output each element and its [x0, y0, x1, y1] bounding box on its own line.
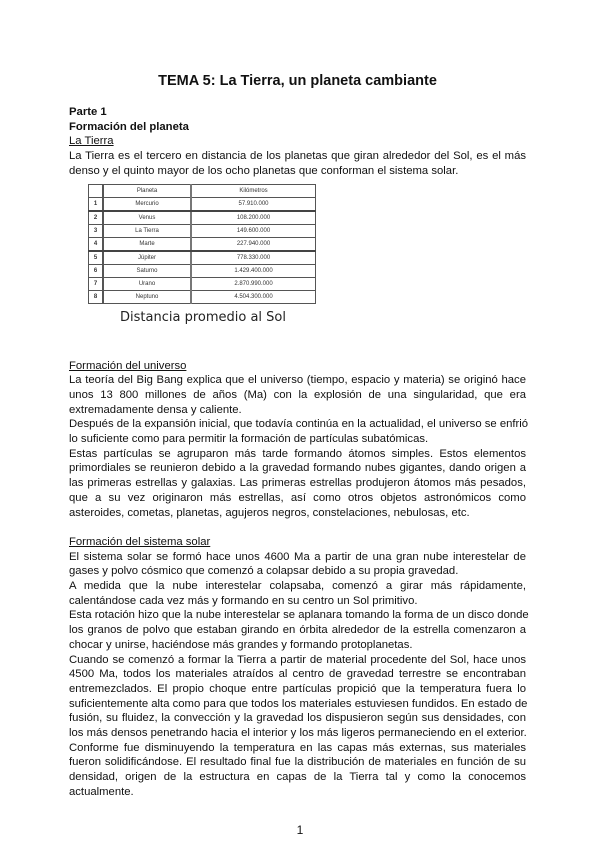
paragraph-line: chocar y unirse, haciéndose más grandes y formando protoplanetas.	[69, 638, 413, 651]
subsection-heading: Formación del universo	[69, 359, 187, 372]
row-number: 8	[89, 290, 104, 303]
paragraph-line: los granos de polvo que estaban girando en órbita alrededor de la estrella comenzaron a	[69, 624, 526, 637]
paragraph-line: fusión, su fluidez, la convección y la gravedad los dispusieron según sus densidades, con	[69, 712, 526, 725]
spacer	[69, 520, 526, 535]
planet-name: Planeta	[103, 184, 191, 197]
distance-km: 227.940.000	[191, 237, 316, 251]
distance-km: 108.200.000	[191, 211, 316, 225]
table-row	[89, 264, 316, 277]
distance-km: Kilómetros	[191, 184, 316, 197]
table-row	[89, 197, 316, 211]
row-number: 1	[89, 197, 104, 211]
paragraph-line: suficientemente alta como para que todos los materiales estuviesen fundidos. En estado de	[69, 697, 528, 710]
distance-km: 149.600.000	[191, 224, 316, 237]
planet-name: La Tierra	[103, 224, 191, 237]
part-heading: Parte 1	[69, 106, 107, 118]
planet-name: Urano	[103, 277, 191, 290]
row-number: 2	[89, 211, 104, 225]
paragraph-line: entremezclados. El propio choque entre partículas propició que la temperatura fuera lo	[69, 682, 526, 695]
row-number: 3	[89, 224, 104, 237]
paragraph-line: extremadamente densa y caliente.	[69, 403, 242, 416]
paragraph-line: primordiales se reunieron debido a la gravedad formando nubes gigantes, dando origen a	[69, 462, 526, 475]
paragraph-line: Cuando se comenzó a formar la Tierra a partir de material procedente del Sol, hace unos	[69, 653, 526, 666]
planet-name: Venus	[103, 211, 191, 225]
subsection-formacion-sistema-solar	[69, 535, 529, 800]
planet-name: Mercurio	[103, 197, 191, 211]
paragraph-line: Después de la expansión inicial, que todavía continúa en la actualidad, el universo se enfrió	[69, 418, 529, 431]
paragraph-line: Esta rotación hizo que la nube interestelar se aplanara tomando la forma de un disco donde	[69, 609, 529, 622]
table-caption: Distancia promedio al Sol	[120, 309, 286, 325]
planet-name: Júpiter	[103, 251, 191, 265]
table-row	[89, 224, 316, 237]
distance-km: 2.870.990.000	[191, 277, 316, 290]
document-body	[69, 72, 529, 800]
row-number: 4	[89, 237, 104, 251]
paragraph-line: La Tierra es el tercero en distancia de los planetas que giran alrededor del Sol, es el más	[69, 150, 526, 163]
subsection-formacion-universo	[69, 359, 529, 521]
paragraph-line: asteroides, cometas, planetas, agujeros negros, constelaciones, nebulosas, etc.	[69, 506, 470, 519]
table-figure	[69, 184, 526, 359]
subsection-heading: Formación del sistema solar	[69, 535, 211, 548]
paragraph-line: fueron solidificándose. El resultado final fue la distribución de materiales en función de su	[69, 756, 526, 769]
distance-km: 778.330.000	[191, 251, 316, 265]
paragraph-line: los más densos penetrando hacia el interior y los más ligeros permaneciendo en el exterior.	[69, 727, 527, 740]
section-heading: Formación del planeta	[69, 120, 189, 133]
paragraph-line: que a su vez originaron más estrellas, así como otros objetos astronómicos como	[69, 491, 526, 504]
row-number: 7	[89, 277, 104, 290]
row-number: 5	[89, 251, 104, 265]
table-row	[89, 277, 316, 290]
paragraph-line: Estas partículas se agruparon más tarde formando átomos simples. Estos elementos	[69, 447, 526, 460]
distance-km: 57.910.000	[191, 197, 316, 211]
paragraph-line: densidad, origen de la estructura en capas de la Tierra tal y como la conocemos	[69, 771, 526, 784]
paragraph-line: lo suficiente como para permitir la formación de partículas subatómicas.	[69, 433, 429, 446]
paragraph-line: calentándose cada vez más y formando en su centro un Sol primitivo.	[69, 594, 418, 607]
page-title: TEMA 5: La Tierra, un planeta cambiante	[158, 73, 437, 89]
page-number: 1	[296, 823, 304, 837]
table-row	[89, 237, 316, 251]
table-row	[89, 184, 316, 197]
planet-name: Saturno	[103, 264, 191, 277]
planet-name: Neptuno	[103, 290, 191, 303]
subsection-heading: La Tierra	[69, 135, 114, 148]
subsection-la-tierra	[69, 134, 526, 178]
distance-km: 4.504.300.000	[191, 290, 316, 303]
planet-distance-table	[88, 184, 316, 304]
row-number: 6	[89, 264, 104, 277]
table-row	[89, 290, 316, 303]
paragraph-line: unos 13 800 millones de años (Ma) con la explosión de una singularidad, que era	[69, 388, 526, 401]
planet-name: Marte	[103, 237, 191, 251]
table-row	[89, 211, 316, 225]
paragraph-line: A medida que la nube interestelar colapsaba, comenzó a girar más rápidamente,	[69, 580, 526, 593]
row-number	[89, 184, 104, 197]
paragraph-line: denso y el quinto mayor de los ocho planetas que conforman el sistema solar.	[69, 164, 459, 177]
paragraph-line: La teoría del Big Bang explica que el universo (tiempo, espacio y materia) se originó hace	[69, 374, 526, 387]
paragraph-line: 4500 Ma, todos los materiales atraídos al centro de gravedad terrestre se encontraban	[69, 668, 526, 681]
table-row	[89, 251, 316, 265]
paragraph-line: gases y polvo cósmico que comenzó a colapsar debido a su propia gravedad.	[69, 565, 459, 578]
paragraph-line: las primeras estrellas y galaxias. Las primeras estrellas produjeron átomos más pesados,	[69, 477, 526, 490]
paragraph-line: Conforme fue disminuyendo la temperatura en las capas más externas, sus materiales	[69, 741, 526, 754]
paragraph-line: actualmente.	[69, 785, 134, 798]
paragraph-line: El sistema solar se formó hace unos 4600 Ma a partir de una gran nube interestelar de	[69, 550, 526, 563]
distance-km: 1.429.400.000	[191, 264, 316, 277]
